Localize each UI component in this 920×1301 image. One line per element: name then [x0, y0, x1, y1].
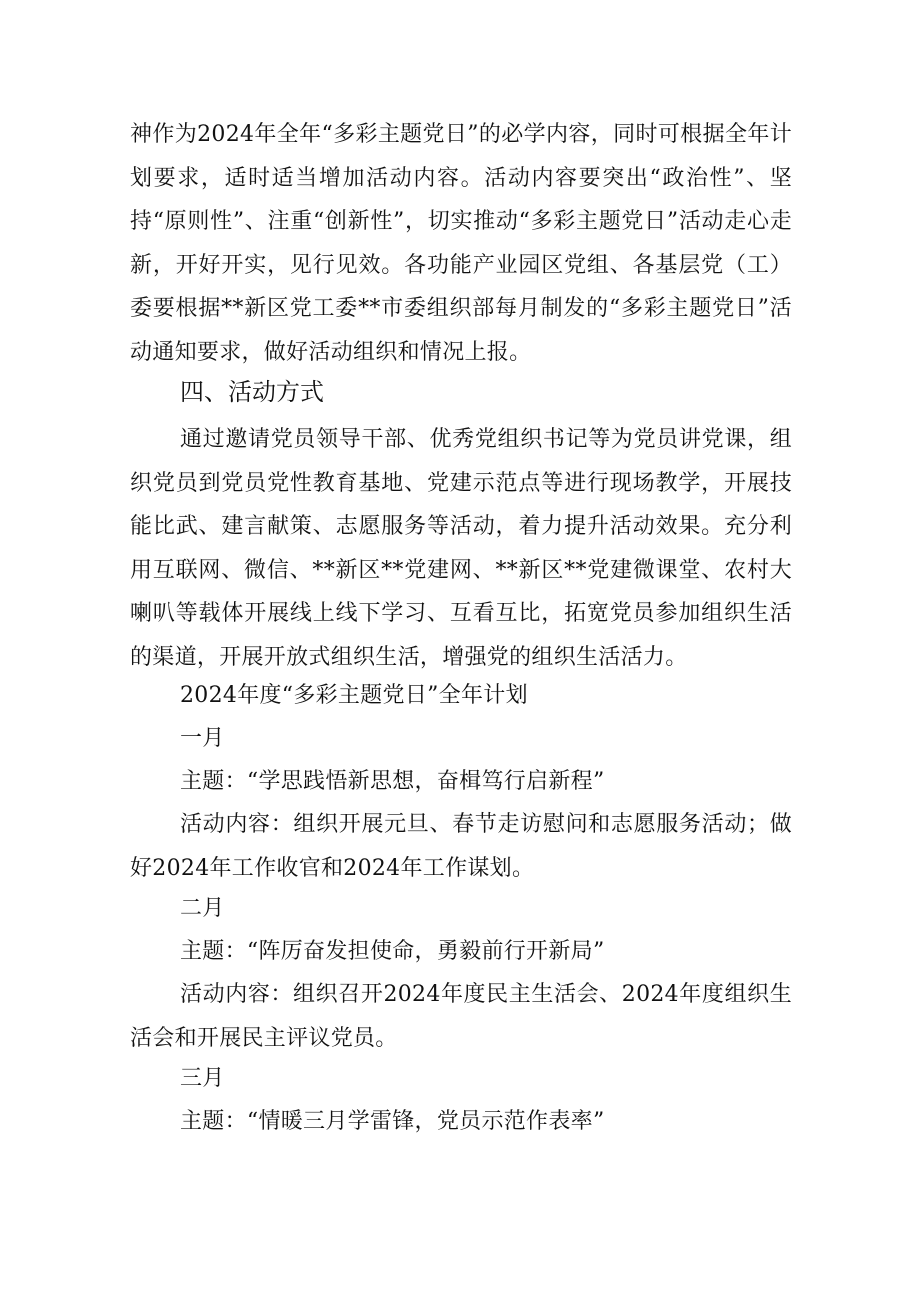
section-paragraph: 通过邀请党员领导干部、优秀党组织书记等为党员讲党课，组织党员到党员党性教育基地、党建示范点等进行现场教学，开展技能比武、建言献策、志愿服务等活动，着力提升活动效果。充分利用互联网、微信、**新区**党建网、**新区**党建微课堂、农村大喇叭等载体开展线上线下学习、互看互比，拓宽党员参加组织生活的渠道，开展开放式组织生活，增强党的组织生活活力。 [130, 427, 792, 670]
continuation-paragraph: 神作为2024年全年“多彩主题党日”的必学内容，同时可根据全年计划要求，适时适当增加活动内容。活动内容要突出“政治性”、坚持“原则性”、注重“创新性”，切实推动“多彩主题党日”活动走心走新，开好开实，见行见效。各功能产业园区党组、各基层党（工）委要根据**新区党工委**市委组织部每月制发的“多彩主题党日”活动通知要求，做好活动组织和情况上报。 [130, 122, 792, 365]
month-theme-february: 主题：“阵厉奋发担使命，勇毅前行开新局” [180, 939, 605, 964]
month-label-february: 二月 [180, 896, 225, 921]
month-label-march: 三月 [180, 1066, 225, 1091]
month-content-february: 活动内容：组织召开2024年度民主生活会、2024年度组织生活会和开展民主评议党员。 [130, 982, 792, 1051]
month-theme-january: 主题：“学思践悟新思想，奋楫笃行启新程” [180, 769, 605, 794]
month-theme-march: 主题：“情暖三月学雷锋，党员示范作表率” [180, 1109, 605, 1134]
plan-title: 2024年度“多彩主题党日”全年计划 [180, 683, 528, 708]
month-content-january: 活动内容：组织开展元旦、春节走访慰问和志愿服务活动；做好2024年工作收官和2024年工作谋划。 [130, 812, 792, 881]
section-heading: 四、活动方式 [180, 378, 324, 406]
month-label-january: 一月 [180, 726, 225, 751]
